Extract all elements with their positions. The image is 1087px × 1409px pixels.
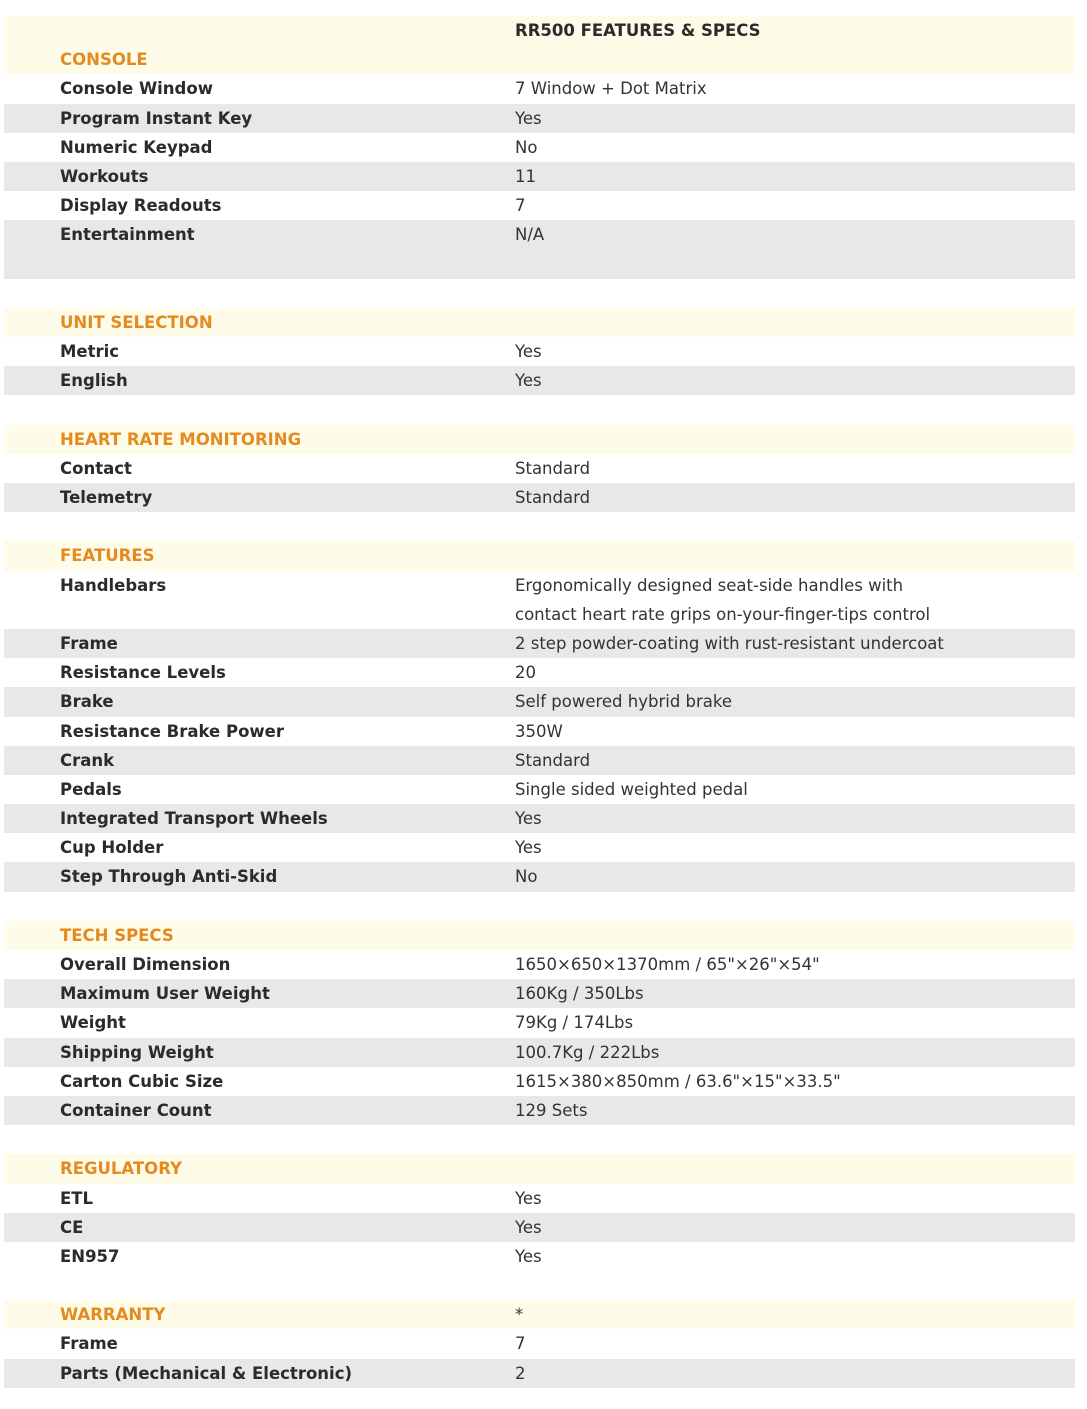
section-heading-label: FEATURES — [60, 546, 155, 566]
table-row — [4, 337, 1075, 366]
spec-label: Contact — [60, 458, 132, 478]
table-row — [4, 74, 1075, 103]
table-row — [4, 1008, 1075, 1037]
table-row — [4, 220, 1075, 249]
spec-value: Yes — [515, 1188, 542, 1208]
spec-label: CE — [60, 1217, 84, 1237]
spec-value: 7 Window + Dot Matrix — [515, 79, 707, 99]
spec-label: English — [60, 371, 128, 391]
spec-label: Numeric Keypad — [60, 137, 213, 157]
spec-value: No — [515, 137, 538, 157]
table-row — [4, 483, 1075, 512]
spec-value: 350W — [515, 721, 563, 741]
table-row — [4, 1359, 1075, 1388]
section-heading-label: WARRANTY — [60, 1305, 166, 1325]
spec-value: 7 — [515, 196, 526, 216]
table-row — [4, 191, 1075, 220]
spec-label: Metric — [60, 342, 120, 362]
spec-value: No — [515, 867, 538, 887]
table-row — [4, 746, 1075, 775]
spec-value: 7 — [515, 1334, 526, 1354]
row-spacer — [4, 250, 1075, 279]
section-gap — [4, 1125, 1075, 1154]
spec-value: 20 — [515, 663, 536, 683]
spec-value: Yes — [515, 371, 542, 391]
spec-label: Frame — [60, 1334, 118, 1354]
spec-value: Yes — [515, 342, 542, 362]
spec-label: Brake — [60, 692, 114, 712]
spec-value: Yes — [515, 1246, 542, 1266]
section-heading-features — [4, 541, 1075, 570]
spec-label: Cup Holder — [60, 838, 164, 858]
table-row — [4, 629, 1075, 658]
spec-sheet — [4, 16, 1075, 1388]
spec-label: Weight — [60, 1013, 126, 1033]
spec-value: Yes — [515, 838, 542, 858]
table-row — [4, 1067, 1075, 1096]
table-row — [4, 1242, 1075, 1271]
spec-value: 1650×650×1370mm / 65"×26"×54" — [515, 955, 820, 975]
spec-label: Crank — [60, 750, 115, 770]
section-gap — [4, 512, 1075, 541]
section-heading-label: REGULATORY — [60, 1159, 182, 1179]
spec-value: Yes — [515, 108, 542, 128]
spec-label: Frame — [60, 633, 118, 653]
spec-value: 160Kg / 350Lbs — [515, 984, 644, 1004]
section-heading-warranty — [4, 1300, 1075, 1329]
spec-value: 79Kg / 174Lbs — [515, 1013, 634, 1033]
spec-label: Parts (Mechanical & Electronic) — [60, 1363, 353, 1383]
spec-value: Single sided weighted pedal — [515, 779, 748, 799]
table-row — [4, 804, 1075, 833]
section-heading-heart-rate-monitoring — [4, 425, 1075, 454]
section-heading-label: TECH SPECS — [60, 925, 174, 945]
section-heading-label: CONSOLE — [60, 50, 148, 70]
section-heading-regulatory — [4, 1154, 1075, 1183]
table-row — [4, 658, 1075, 687]
spec-value: Self powered hybrid brake — [515, 692, 733, 712]
table-row — [4, 454, 1075, 483]
spec-label: Step Through Anti-Skid — [60, 867, 278, 887]
table-row — [4, 1329, 1075, 1358]
spec-label: Console Window — [60, 79, 213, 99]
spec-value: N/A — [515, 225, 545, 245]
table-row — [4, 162, 1075, 191]
table-row — [4, 133, 1075, 162]
table-row — [4, 104, 1075, 133]
table-row — [4, 687, 1075, 716]
spec-value: Yes — [515, 1217, 542, 1237]
spec-value: 129 Sets — [515, 1100, 588, 1120]
table-row — [4, 979, 1075, 1008]
section-gap — [4, 395, 1075, 424]
spec-value: 1615×380×850mm / 63.6"×15"×33.5" — [515, 1071, 841, 1091]
table-row — [4, 366, 1075, 395]
section-gap — [4, 279, 1075, 308]
spec-label: Telemetry — [60, 488, 153, 507]
spec-value: 100.7Kg / 222Lbs — [515, 1042, 660, 1062]
section-gap — [4, 1271, 1075, 1300]
section-heading-unit-selection — [4, 308, 1075, 337]
spec-label: Maximum User Weight — [60, 984, 270, 1004]
spec-value: Standard — [515, 488, 591, 507]
spec-value: Ergonomically designed seat-side handles with contact heart rate grips on-your-finger-tips control — [515, 575, 931, 624]
spec-value: Yes — [515, 809, 542, 829]
section-heading-label: UNIT SELECTION — [60, 312, 213, 332]
section-heading-note: * — [515, 1305, 524, 1325]
spec-value: 2 — [515, 1363, 526, 1383]
section-gap — [4, 892, 1075, 921]
spec-label: Handlebars — [60, 575, 167, 595]
spec-label: Display Readouts — [60, 196, 222, 216]
sheet-title-row — [4, 16, 1075, 45]
spec-label: Entertainment — [60, 225, 195, 245]
table-row — [4, 571, 1075, 629]
table-row — [4, 1184, 1075, 1213]
table-row — [4, 1096, 1075, 1125]
table-row — [4, 1038, 1075, 1067]
spec-value: Standard — [515, 458, 591, 478]
spec-label: Program Instant Key — [60, 108, 253, 128]
spec-label: Pedals — [60, 779, 122, 799]
table-row — [4, 1213, 1075, 1242]
table-row — [4, 862, 1075, 891]
spec-label: Resistance Levels — [60, 663, 226, 683]
spec-value: 2 step powder-coating with rust-resistant undercoat — [515, 633, 944, 653]
spec-label: Integrated Transport Wheels — [60, 809, 328, 829]
spec-label: Overall Dimension — [60, 955, 231, 975]
sheet-title: RR500 FEATURES & SPECS — [515, 21, 761, 40]
section-heading-tech-specs — [4, 921, 1075, 950]
table-row — [4, 717, 1075, 746]
spec-label: Carton Cubic Size — [60, 1071, 224, 1091]
spec-label: Shipping Weight — [60, 1042, 214, 1062]
section-heading-console — [4, 45, 1075, 74]
spec-label: Container Count — [60, 1100, 212, 1120]
spec-label: ETL — [60, 1188, 94, 1208]
spec-label: EN957 — [60, 1246, 120, 1266]
spec-value: Standard — [515, 750, 591, 770]
table-row — [4, 950, 1075, 979]
spec-label: Resistance Brake Power — [60, 721, 284, 741]
table-row — [4, 833, 1075, 862]
section-heading-label: HEART RATE MONITORING — [60, 429, 302, 449]
spec-value: 11 — [515, 166, 536, 186]
table-row — [4, 775, 1075, 804]
spec-label: Workouts — [60, 166, 149, 186]
